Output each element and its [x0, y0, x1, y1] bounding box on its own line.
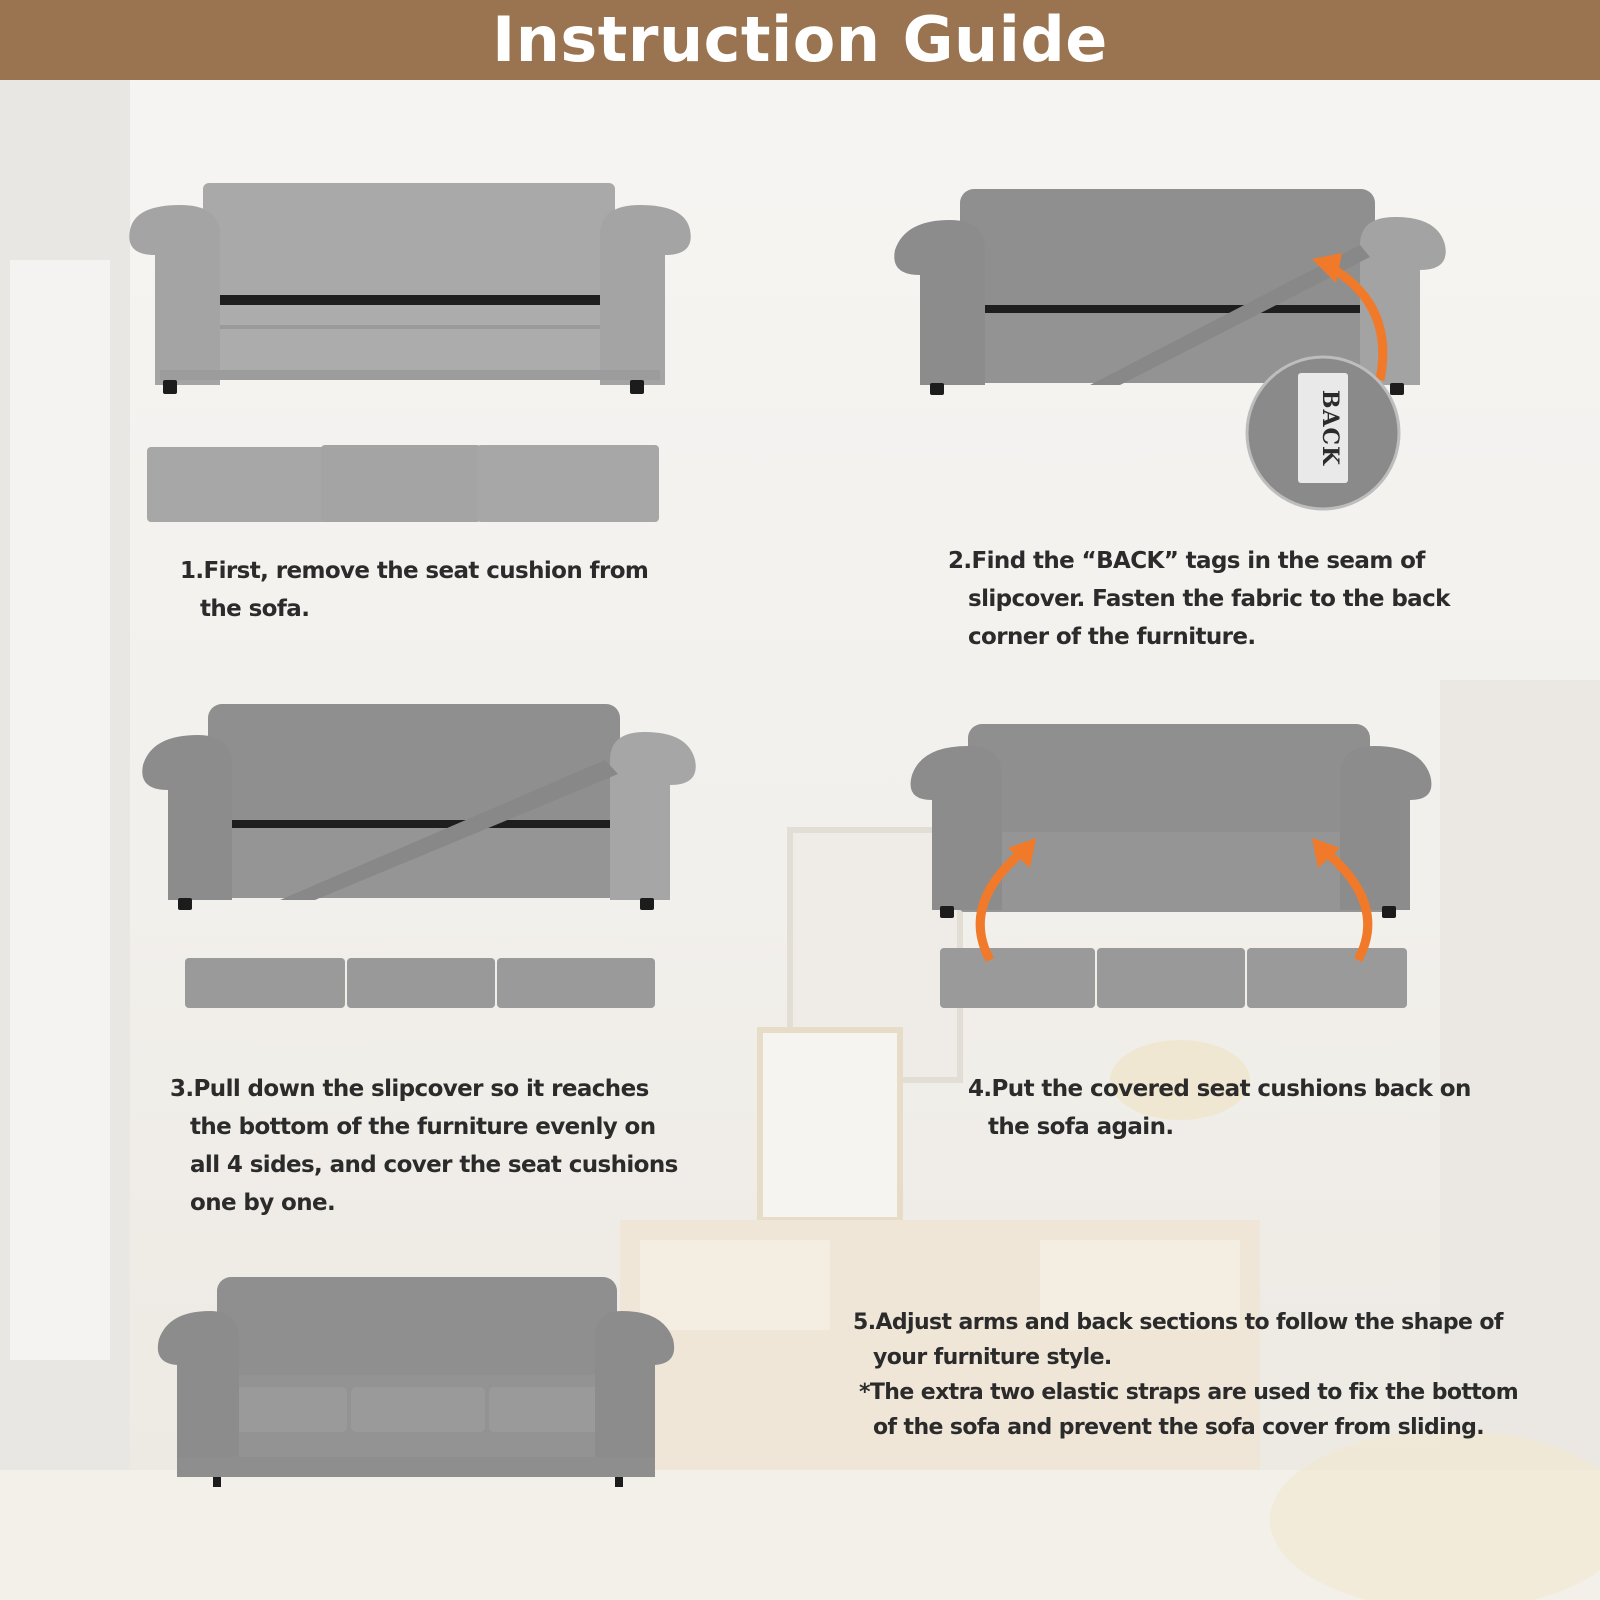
- step1-sofa-figure: [125, 175, 695, 545]
- step-5-line-2: your furniture style.: [873, 1345, 1112, 1370]
- step-4-line-1: 4.Put the covered seat cushions back on: [968, 1076, 1471, 1102]
- step-3-line-3: all 4 sides, and cover the seat cushions: [190, 1152, 678, 1178]
- step4-sofa-figure: [910, 720, 1470, 1040]
- step-2-line-1: 2.Find the “BACK” tags in the seam of: [948, 548, 1425, 574]
- step-3-line-2: the bottom of the furniture evenly on: [190, 1114, 656, 1140]
- step-3-text: [170, 1070, 678, 1222]
- step-5-text: [853, 1305, 1518, 1445]
- step5-sofa-figure: [155, 1275, 685, 1495]
- step-5-line-1: 5.Adjust arms and back sections to follow the shape of: [853, 1310, 1503, 1335]
- step-3-line-4: one by one.: [190, 1190, 336, 1216]
- step3-sofa-figure: [140, 700, 710, 1030]
- step2-sofa-figure: [890, 185, 1460, 515]
- step-3-line-1: 3.Pull down the slipcover so it reaches: [170, 1076, 649, 1102]
- step-5-note-line-1: *The extra two elastic straps are used to fix the bottom: [859, 1380, 1519, 1405]
- step-4-line-2: the sofa again.: [988, 1114, 1174, 1140]
- step-2-text: [948, 542, 1450, 656]
- step-4-text: [968, 1070, 1471, 1146]
- step-1-line-2: the sofa.: [200, 596, 310, 622]
- back-tag-label: BACK: [1317, 389, 1343, 467]
- page-title: Instruction Guide: [0, 0, 1600, 80]
- step-1-text: [180, 552, 648, 628]
- step-2-line-2: slipcover. Fasten the fabric to the back: [968, 586, 1450, 612]
- step-2-line-3: corner of the furniture.: [968, 624, 1256, 650]
- step-1-line-1: 1.First, remove the seat cushion from: [180, 558, 649, 584]
- step-5-note-line-2: of the sofa and prevent the sofa cover from sliding.: [873, 1415, 1485, 1440]
